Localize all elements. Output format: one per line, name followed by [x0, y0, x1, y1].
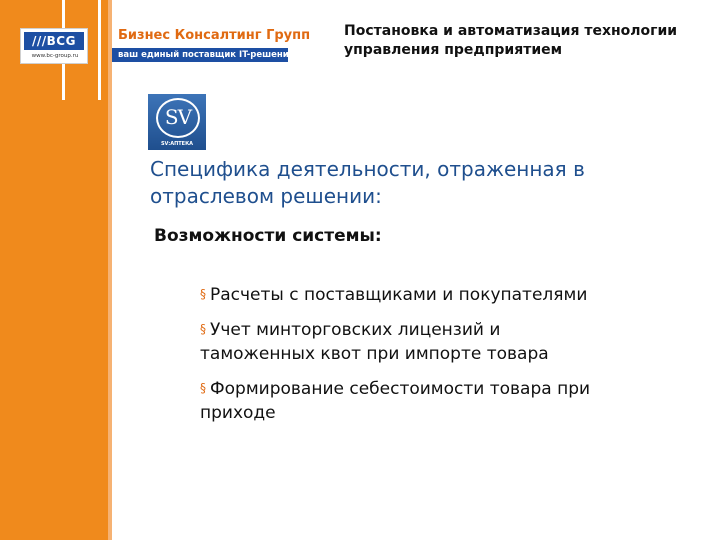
bullet-marker: § — [200, 381, 206, 395]
sv-logo — [148, 94, 206, 150]
list-item — [200, 376, 620, 425]
company-logo — [112, 20, 330, 70]
bcg-logo-url: www.bc-group.ru — [31, 53, 79, 59]
list-item-text: Расчеты с поставщиками и покупателями — [210, 285, 588, 305]
section-heading: Возможности системы: — [154, 226, 382, 246]
bullet-marker: § — [200, 322, 206, 336]
list-item — [200, 317, 620, 366]
bullet-marker: § — [200, 287, 206, 301]
company-tagline: ваш единый поставщик IT-решений — [112, 48, 288, 62]
bcg-logo — [20, 28, 88, 64]
bcg-logo-mark: ///BCG — [24, 32, 84, 50]
feature-list — [200, 282, 620, 435]
list-item-text: Формирование себестоимости товара при приходе — [200, 379, 591, 423]
company-name: Бизнес Консалтинг Групп — [118, 28, 311, 43]
sv-logo-mark: SV — [156, 98, 200, 138]
page-title: Постановка и автоматизация технологии управления предприятием — [344, 23, 678, 58]
list-item-text: Учет минторговских лицензий и таможенных квот при импорте товара — [200, 320, 549, 364]
sv-logo-caption: SV:АПТЕКА — [160, 141, 194, 147]
slide-subtitle: Специфика деятельности, отраженная в отраслевом решении: — [150, 157, 585, 208]
list-item — [200, 282, 620, 307]
